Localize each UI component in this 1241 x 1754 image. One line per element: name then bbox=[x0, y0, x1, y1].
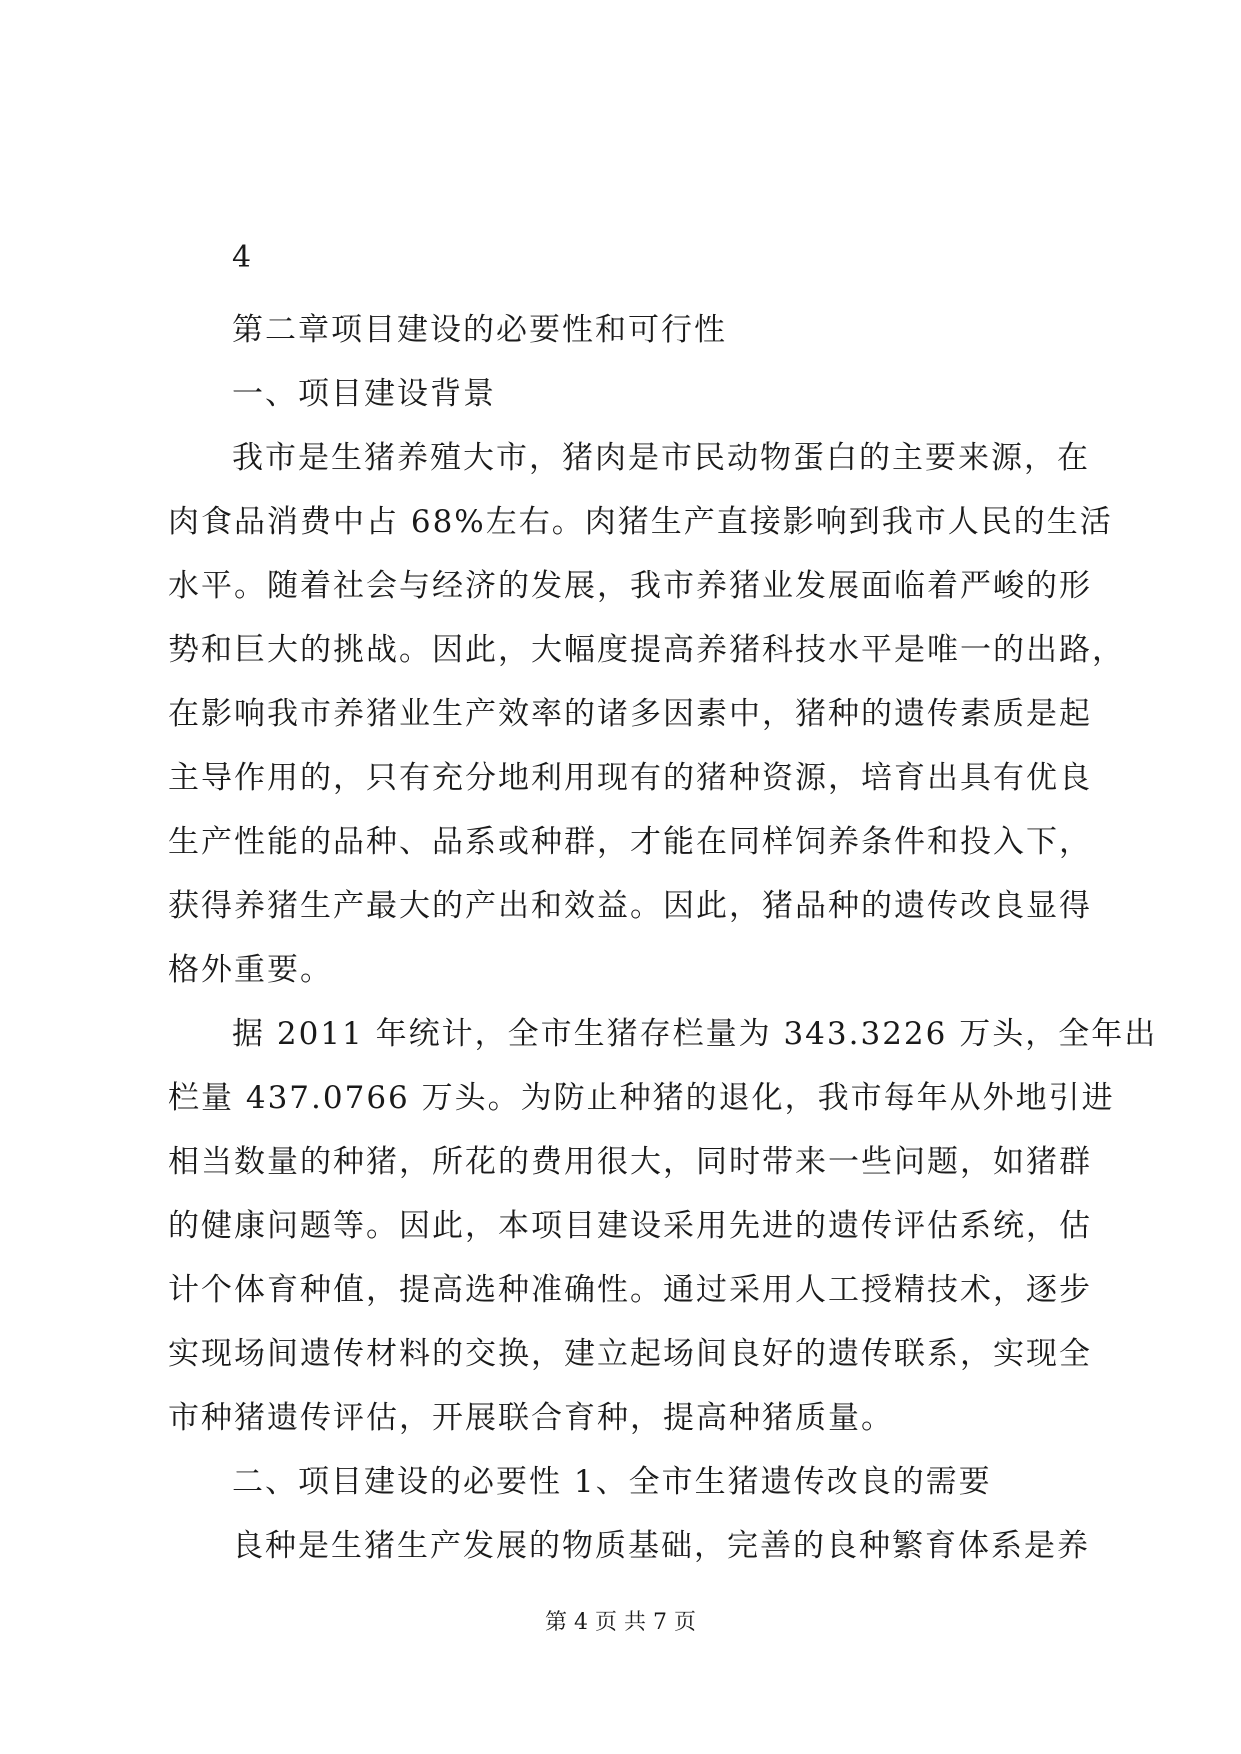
paragraph-background bbox=[168, 426, 1125, 1002]
paragraph-line: 实现场间遗传材料的交换，建立起场间良好的遗传联系，实现全 bbox=[168, 1336, 1092, 1372]
document-body bbox=[168, 298, 1158, 1578]
section-title-necessity: 二、项目建设的必要性 1、全市生猪遗传改良的需要 bbox=[232, 1464, 992, 1500]
paragraph-line: 的健康问题等。因此，本项目建设采用先进的遗传评估系统，估 bbox=[168, 1208, 1092, 1244]
paragraph-line: 生产性能的品种、品系或种群，才能在同样饲养条件和投入下， bbox=[168, 824, 1092, 860]
paragraph-line: 势和巨大的挑战。因此，大幅度提高养猪科技水平是唯一的出路， bbox=[168, 632, 1125, 668]
paragraph-line: 相当数量的种猪，所花的费用很大，同时带来一些问题，如猪群 bbox=[168, 1144, 1092, 1180]
paragraph-line: 肉食品消费中占 68%左右。肉猪生产直接影响到我市人民的生活 bbox=[168, 504, 1113, 540]
paragraph-line: 格外重要。 bbox=[168, 952, 333, 988]
paragraph-line: 我市是生猪养殖大市，猪肉是市民动物蛋白的主要来源，在 bbox=[232, 440, 1090, 476]
page-number-top: 4 bbox=[232, 240, 252, 275]
section-title-background: 一、项目建设背景 bbox=[232, 376, 496, 412]
paragraph-line: 计个体育种值，提高选种准确性。通过采用人工授精技术，逐步 bbox=[168, 1272, 1092, 1308]
paragraph-line: 水平。随着社会与经济的发展，我市养猪业发展面临着严峻的形 bbox=[168, 568, 1092, 604]
paragraph-line: 在影响我市养猪业生产效率的诸多因素中，猪种的遗传素质是起 bbox=[168, 696, 1092, 732]
paragraph-line: 市种猪遗传评估，开展联合育种，提高种猪质量。 bbox=[168, 1400, 894, 1436]
paragraph-necessity bbox=[168, 1514, 1090, 1578]
chapter-title: 第二章项目建设的必要性和可行性 bbox=[232, 312, 727, 348]
paragraph-line: 获得养猪生产最大的产出和效益。因此，猪品种的遗传改良显得 bbox=[168, 888, 1092, 924]
page-footer: 第 4 页 共 7 页 bbox=[545, 1610, 696, 1635]
paragraph-line: 主导作用的，只有充分地利用现有的猪种资源，培育出具有优良 bbox=[168, 760, 1092, 796]
paragraph-statistics bbox=[168, 1002, 1158, 1450]
paragraph-line: 良种是生猪生产发展的物质基础，完善的良种繁育体系是养 bbox=[232, 1528, 1090, 1564]
paragraph-line: 栏量 437.0766 万头。为防止种猪的退化，我市每年从外地引进 bbox=[168, 1080, 1115, 1116]
paragraph-line: 据 2011 年统计，全市生猪存栏量为 343.3226 万头，全年出 bbox=[232, 1016, 1158, 1052]
